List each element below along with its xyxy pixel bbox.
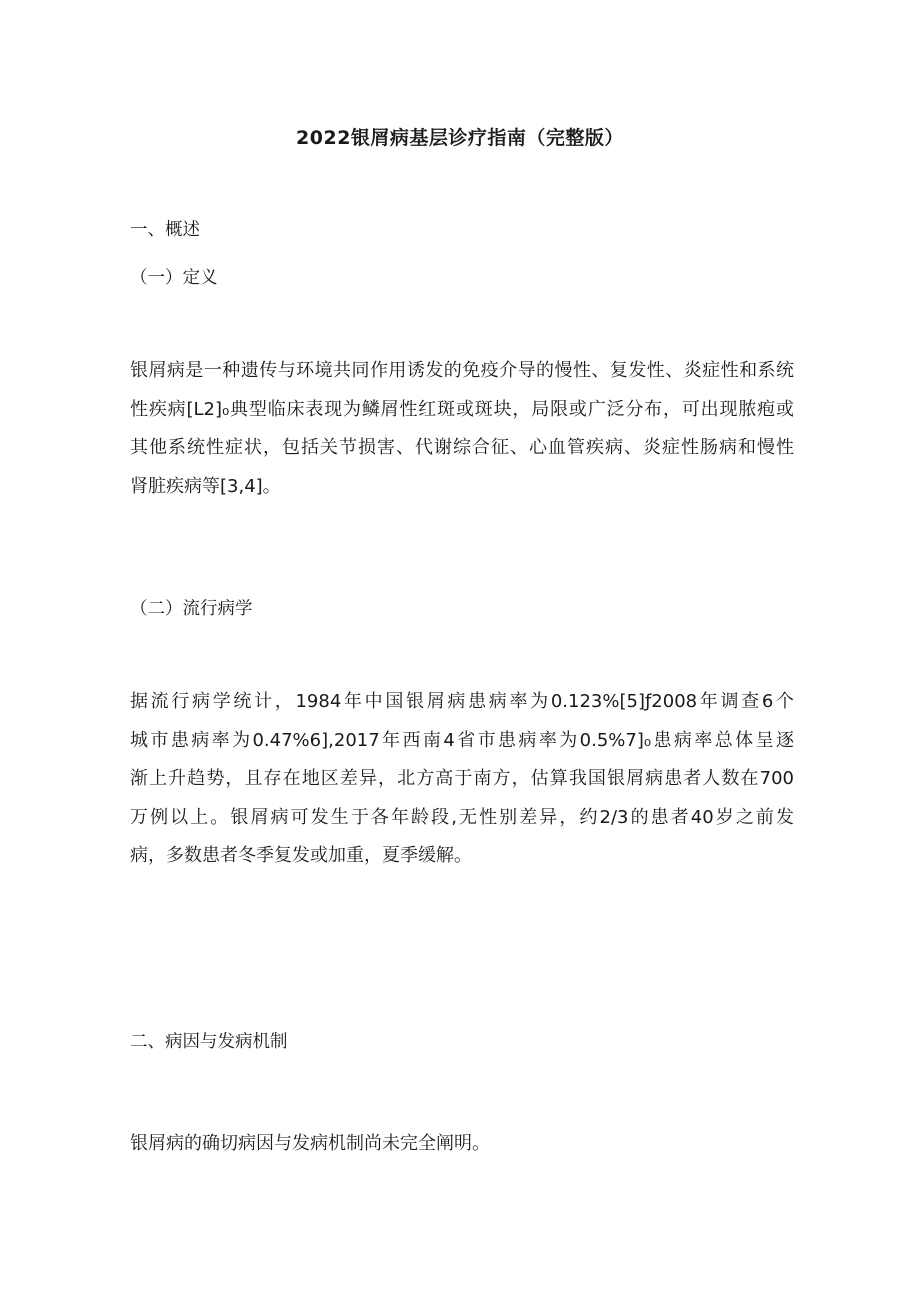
section-heading-etiology: 二、病因与发病机制 — [130, 1032, 288, 1052]
document-title: 2022银屑病基层诊疗指南（完整版） — [296, 127, 624, 149]
paragraph-line: 万例以上。银屑病可发生于各年龄段,无性别差异，约2/3的患者40岁之前发 — [130, 806, 794, 828]
definition-paragraph — [130, 352, 794, 506]
paragraph-line: 城市患病率为0.47%6],2017年西南4省市患病率为0.5%7]₀患病率总体呈逐 — [130, 729, 794, 751]
section-heading-overview: 一、概述 — [130, 220, 200, 240]
paragraph-line: 据流行病学统计，1984年中国银屑病患病率为0.123%[5]ƒ2008年调查6个 — [130, 691, 794, 712]
paragraph-line: 银屑病是一种遗传与环境共同作用诱发的免疫介导的慢性、复发性、炎症性和系统 — [130, 360, 794, 381]
subsection-heading-definition: （一）定义 — [130, 268, 218, 288]
epidemiology-paragraph — [130, 683, 794, 876]
paragraph-line: 银屑病的确切病因与发病机制尚未完全阐明。 — [130, 1133, 490, 1154]
paragraph-line: 其他系统性症状，包括关节损害、代谢综合征、心血管疾病、炎症性肠病和慢性 — [130, 437, 794, 458]
etiology-paragraph — [130, 1125, 794, 1164]
paragraph-line: 性疾病[L2]₀典型临床表现为鳞屑性红斑或斑块，局限或广泛分布，可出现脓疱或 — [130, 398, 794, 420]
paragraph-line: 渐上升趋势，且存在地区差异，北方高于南方，估算我国银屑病患者人数在700 — [130, 768, 794, 789]
paragraph-line: 肾脏疾病等[3,4]。 — [130, 475, 281, 497]
subsection-heading-epidemiology: （二）流行病学 — [130, 599, 253, 619]
paragraph-line: 病，多数患者冬季复发或加重，夏季缓解。 — [130, 845, 472, 866]
